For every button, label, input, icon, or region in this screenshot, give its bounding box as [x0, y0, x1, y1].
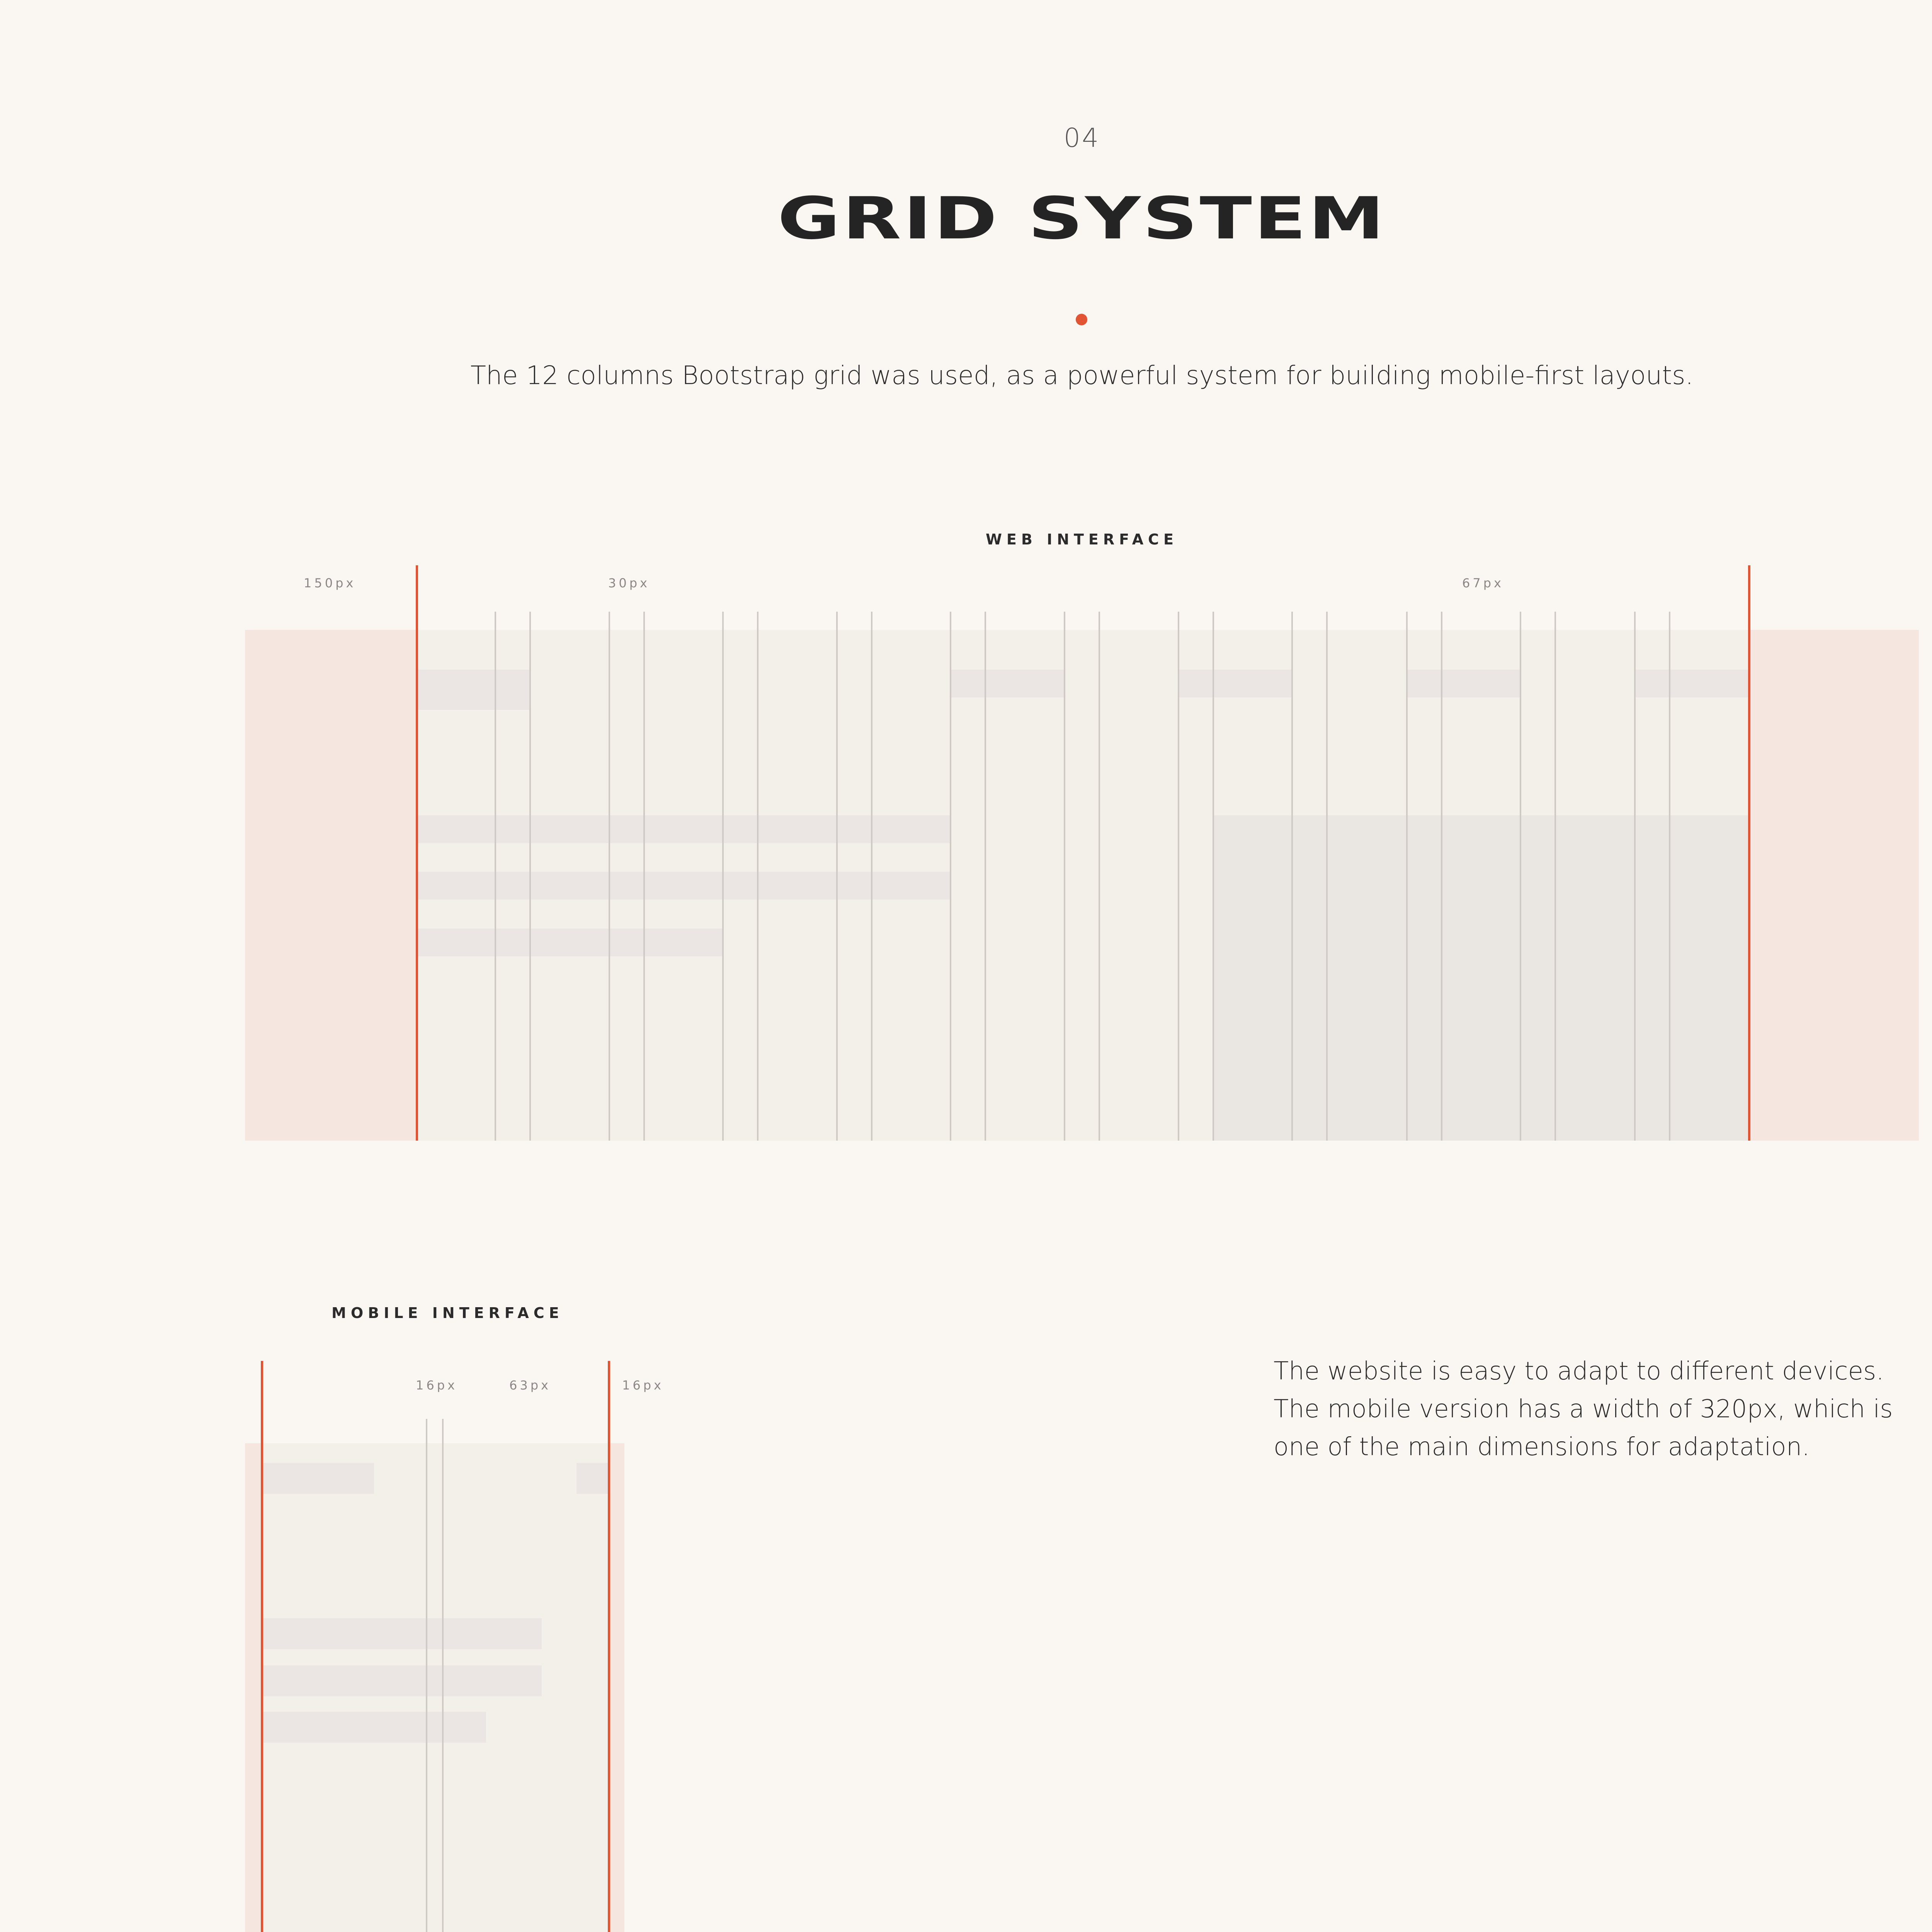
mobile-margin-measure: 16px	[622, 1378, 664, 1393]
intro-text: The 12 columns Bootstrap grid was used, as a powerful system for building mobile-first layouts.	[470, 361, 1694, 390]
mobile-text-line-placeholder	[262, 1712, 486, 1743]
mobile-logo-placeholder	[262, 1463, 374, 1494]
web-nav-item-placeholder	[1407, 670, 1520, 697]
adaptation-description	[1274, 1352, 1932, 1466]
section-number: 04	[1063, 123, 1100, 153]
web-text-line-placeholder	[417, 929, 723, 956]
mobile-interface-mockup	[245, 1361, 624, 1932]
web-nav-item-placeholder	[1179, 670, 1292, 697]
web-nav-item-placeholder	[1635, 670, 1749, 697]
web-interface-mockup	[245, 565, 1919, 1141]
description-line: one of the main dimensions for adaptation.	[1274, 1433, 1810, 1461]
mobile-text-line-placeholder	[262, 1618, 542, 1649]
web-interface-heading: WEB INTERFACE	[986, 531, 1178, 548]
web-logo-placeholder	[417, 670, 530, 710]
mobile-gutter-measure: 16px	[416, 1378, 457, 1393]
mobile-interface-heading: MOBILE INTERFACE	[332, 1304, 564, 1321]
web-column-measure: 67px	[1462, 576, 1504, 590]
web-text-line-placeholder	[417, 815, 951, 843]
mobile-menu-placeholder	[577, 1463, 609, 1494]
web-image-placeholder	[1213, 815, 1749, 1141]
web-gutter-measure: 30px	[608, 576, 650, 590]
web-text-line-placeholder	[417, 872, 951, 900]
web-nav-item-placeholder	[951, 670, 1065, 697]
mobile-column-measure: 63px	[509, 1378, 551, 1393]
description-line: The website is easy to adapt to different devices.	[1274, 1357, 1884, 1386]
page-title: GRID SYSTEM	[777, 185, 1386, 252]
web-margin-measure: 150px	[304, 576, 356, 590]
mobile-text-line-placeholder	[262, 1665, 542, 1696]
description-line: The mobile version has a width of 320px, which is	[1274, 1395, 1893, 1423]
